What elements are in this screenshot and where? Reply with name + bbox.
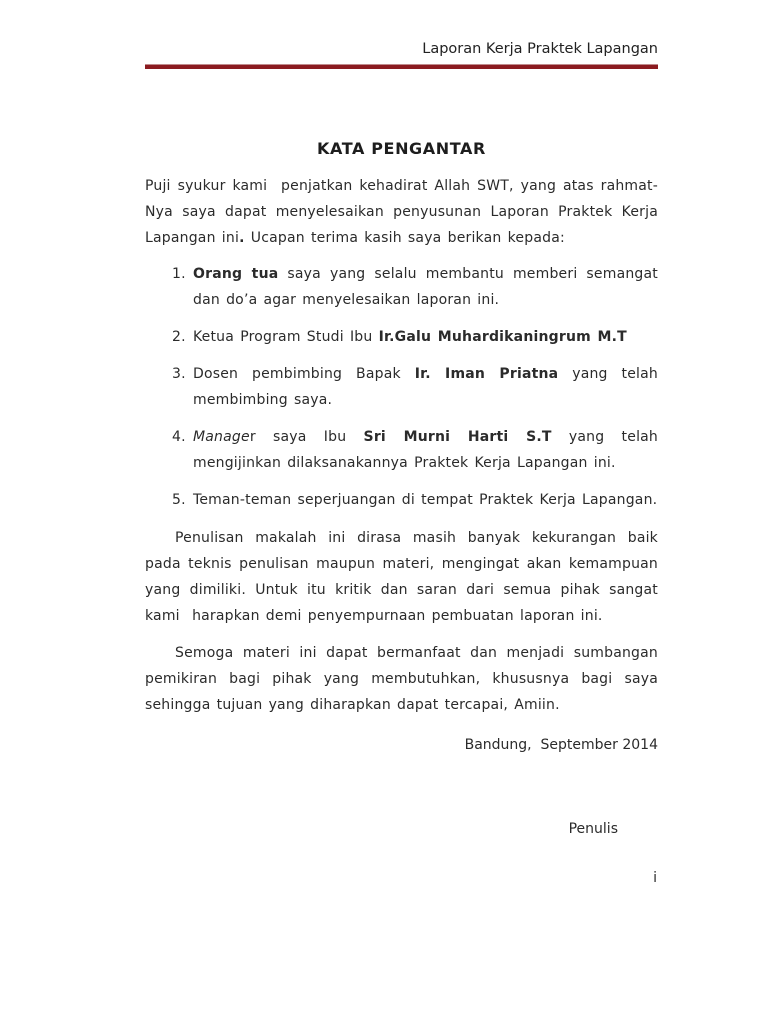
text-run: Ir.Galu Muhardikaningrum M.T (378, 329, 627, 345)
text-run: . (239, 230, 245, 246)
text-run: Puji syukur kami penjatkan kehadirat Allah SWT, yang atas rahmat-Nya saya dapat menyelesaikan penyusunan Laporan Praktek Kerja Lapangan ini (145, 178, 658, 246)
page-number: i (653, 870, 657, 886)
list-item (193, 487, 658, 513)
page-title: KATA PENGANTAR (317, 139, 486, 158)
body-paragraph-hope: Semoga materi ini dapat bermanfaat dan menjadi sumbangan pemikiran bagi pihak yang membutuhkan, khususnya bagi saya sehingga tujuan yang diharapkan dapat tercapai, Amiin. (145, 645, 658, 713)
text-run: Orang tua (193, 266, 279, 282)
text-run: Teman-teman seperjuangan di tempat Praktek Kerja Lapangan. (193, 492, 658, 508)
author-signature: Penulis (568, 821, 618, 837)
text-run: yang telah membimbing saya. (193, 366, 658, 408)
text-run: Ucapan terima kasih saya berikan kepada: (244, 230, 565, 246)
list-item (193, 324, 658, 350)
list-item (193, 424, 658, 476)
text-run: yang telah mengijinkan dilaksanakannya Praktek Kerja Lapangan ini. (193, 429, 659, 471)
running-header-title: Laporan Kerja Praktek Lapangan (422, 41, 658, 57)
place-date-line: Bandung, September 2014 (464, 737, 658, 753)
text-run: Dosen pembimbing Bapak (193, 366, 415, 382)
acknowledgement-list (145, 261, 658, 513)
list-item (193, 261, 658, 313)
body-paragraph-limitations: Penulisan makalah ini dirasa masih banyak kekurangan baik pada teknis penulisan maupun materi, mengingat akan kemampuan yang dimiliki. Untuk itu kritik dan saran dari semua pihak sangat kami harapkan demi penyempurnaan pembuatan laporan ini. (145, 530, 658, 624)
text-run: Manage (193, 429, 250, 445)
text-run: Sri Murni Harti S.T (363, 429, 552, 445)
intro-paragraph (145, 173, 658, 251)
text-run: r saya Ibu (249, 429, 364, 445)
text-run: Ketua Program Studi Ibu (193, 329, 379, 345)
text-run: Ir. Iman Priatna (414, 366, 559, 382)
list-item (193, 361, 658, 413)
text-run: saya yang selalu membantu memberi semangat dan do’a agar menyelesaikan laporan ini. (193, 266, 658, 308)
header-rule (145, 64, 658, 69)
